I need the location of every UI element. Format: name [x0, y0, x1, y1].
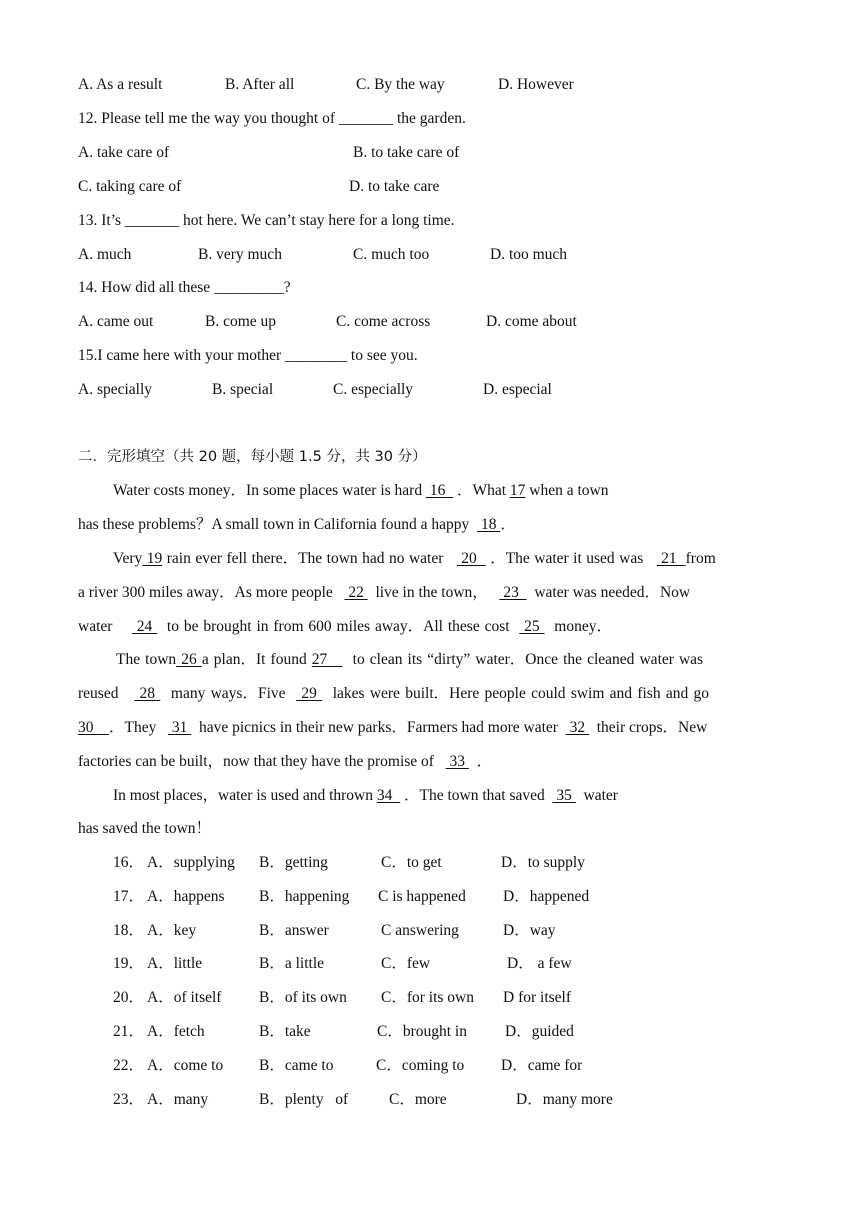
q13-option-a: A. much: [78, 246, 132, 263]
option-number: 20．: [113, 989, 145, 1006]
q13-option-c: C. much too: [353, 246, 430, 263]
blank-35: 35: [552, 787, 576, 804]
passage-line-1: Water costs money．In some places water is hard 16 ．What 17 when a town: [113, 482, 609, 499]
passage-line-6: The town 26 a plan．It found 27 to clean its “dirty” water．Once the cleaned water was: [116, 651, 704, 668]
q15-option-a: A. specially: [78, 381, 153, 398]
option-c: C．for its own: [381, 989, 475, 1006]
option-c: C．more: [389, 1091, 447, 1108]
passage-line-7: reused 28 many ways．Five 29 lakes were built．Here people could swim and fish and go: [78, 685, 710, 702]
section-heading: 二．完形填空（共 20 题，每小题 1.5 分，共 30 分）: [78, 449, 427, 465]
q12-option-c: C. taking care of: [78, 178, 182, 195]
passage-line-2: has these problems？A small town in California found a happy 18 ．: [78, 516, 516, 533]
option-b: B．came to: [259, 1057, 334, 1074]
option-number: 22．: [113, 1057, 145, 1074]
option-a: A．many: [147, 1091, 209, 1108]
q11-option-b: B. After all: [225, 76, 295, 93]
option-a: A．little: [147, 955, 203, 972]
passage-line-10: In most places，water is used and thrown 34 ．The town that saved 35 water: [113, 787, 618, 804]
q13-option-b: B. very much: [198, 246, 282, 263]
q12-stem: 12. Please tell me the way you thought of _______ the garden.: [78, 110, 466, 127]
option-d: D for itself: [503, 989, 572, 1006]
option-a: A．of itself: [147, 989, 222, 1006]
option-number: 18．: [113, 922, 145, 939]
passage-line-9: factories can be built，now that they have the promise of 33 ．: [78, 753, 493, 770]
passage-line-3: Very 19 rain ever fell there．The town had no water 20 ．The water it used was 21 from: [113, 550, 716, 567]
option-d: D．came for: [501, 1057, 583, 1074]
option-c: C．coming to: [376, 1057, 465, 1074]
blank-17: 17: [509, 482, 526, 499]
passage-line-5: water 24 to be brought in from 600 miles away．All these cost 25 money．: [78, 618, 612, 635]
option-number: 16．: [113, 854, 145, 871]
q11-option-a: A. As a result: [78, 76, 163, 93]
blank-22: 22: [344, 584, 368, 601]
passage-line-11: has saved the town！: [78, 820, 212, 837]
q14-option-d: D. come about: [486, 313, 577, 330]
q15-option-c: C. especially: [333, 381, 414, 398]
q12-option-a: A. take care of: [78, 144, 170, 161]
option-b: B．getting: [259, 854, 328, 871]
blank-27: 27: [311, 651, 343, 668]
q15-option-d: D. especial: [483, 381, 552, 398]
blank-29: 29: [296, 685, 323, 702]
option-number: 23．: [113, 1091, 145, 1108]
option-d: D． a few: [507, 955, 572, 972]
blank-24: 24: [131, 618, 158, 635]
option-number: 19．: [113, 955, 145, 972]
option-b: B．take: [259, 1023, 311, 1040]
q14-option-c: C. come across: [336, 313, 431, 330]
q15-stem: 15.I came here with your mother ________ to see you.: [78, 347, 418, 364]
option-a: A．supplying: [147, 854, 235, 871]
q13-option-d: D. too much: [490, 246, 568, 263]
option-a: A．key: [147, 922, 197, 939]
option-a: A．come to: [147, 1057, 224, 1074]
option-b: B．of its own: [259, 989, 347, 1006]
option-c: C．few: [381, 955, 431, 972]
blank-34: 34: [376, 787, 401, 804]
blank-25: 25: [519, 618, 545, 635]
blank-21: 21: [656, 550, 686, 567]
option-b: B．happening: [259, 888, 350, 905]
option-number: 17．: [113, 888, 145, 905]
blank-19: 19: [142, 550, 163, 567]
q14-stem: 14. How did all these _________?: [78, 279, 291, 296]
q13-stem: 13. It’s _______ hot here. We can’t stay here for a long time.: [78, 212, 455, 229]
q14-option-a: A. came out: [78, 313, 154, 330]
blank-32: 32: [565, 719, 589, 736]
blank-30: 30: [78, 719, 109, 736]
option-b: B．plenty of: [259, 1091, 349, 1108]
option-a: A．fetch: [147, 1023, 205, 1040]
q14-option-b: B. come up: [205, 313, 277, 330]
option-c: C is happened: [378, 888, 466, 905]
blank-28: 28: [134, 685, 161, 702]
option-c: C answering: [381, 922, 459, 939]
option-c: C．brought in: [377, 1023, 467, 1040]
q15-option-b: B. special: [212, 381, 274, 398]
q12-option-d: D. to take care: [349, 178, 440, 195]
q12-option-b: B. to take care of: [353, 144, 460, 161]
option-number: 21．: [113, 1023, 145, 1040]
option-b: B．answer: [259, 922, 329, 939]
blank-26: 26: [176, 651, 202, 668]
option-b: B．a little: [259, 955, 325, 972]
blank-33: 33: [445, 753, 469, 770]
blank-31: 31: [167, 719, 192, 736]
option-d: D．guided: [505, 1023, 574, 1040]
q11-option-d: D. However: [498, 76, 574, 93]
option-c: C．to get: [381, 854, 442, 871]
option-d: D．way: [503, 922, 556, 939]
blank-18: 18: [477, 516, 501, 533]
passage-line-4: a river 300 miles away．As more people 22 live in the town， 23 water was needed．Now: [78, 584, 691, 601]
option-d: D．happened: [503, 888, 590, 905]
passage-line-8: 30 ．They 31 have picnics in their new parks．Farmers had more water 32 their crops．New: [78, 719, 708, 736]
option-d: D．many more: [516, 1091, 613, 1108]
option-d: D．to supply: [501, 854, 585, 871]
q11-option-c: C. By the way: [356, 76, 445, 93]
option-a: A．happens: [147, 888, 225, 905]
blank-16: 16: [425, 482, 454, 499]
blank-20: 20: [456, 550, 486, 567]
blank-23: 23: [499, 584, 527, 601]
